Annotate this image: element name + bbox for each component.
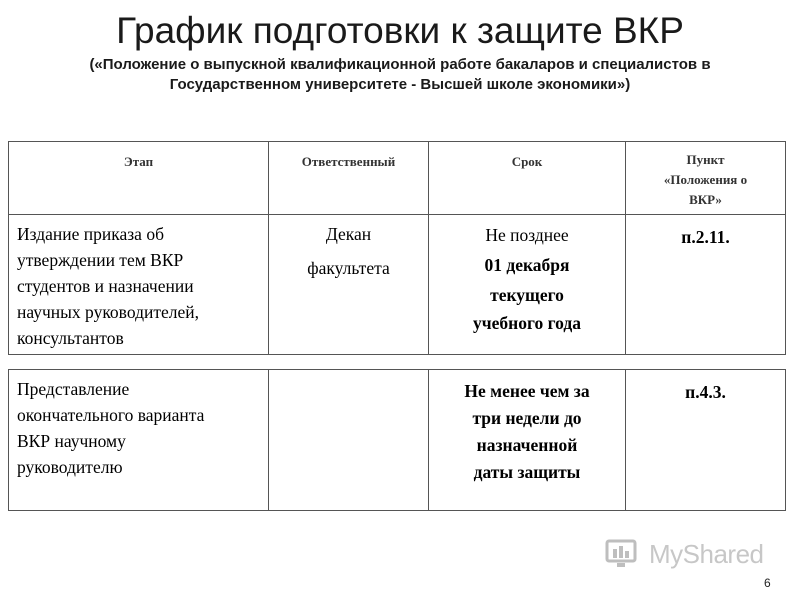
row-2-clause: п.4.3. [626,370,786,511]
page-number: 6 [764,576,771,590]
row-1-responsible: Декан факультета [269,215,429,355]
schedule-table [8,141,786,355]
header-clause: Пункт «Положения о ВКР» [626,142,786,215]
row-2-stage: Представление окончательного варианта ВКР научному руководителю [9,370,269,511]
table-row [9,215,786,355]
schedule-table-continued [8,369,786,511]
row-2-deadline: Не менее чем за три недели до назначенной даты защиты [429,370,626,511]
subtitle-line-1: («Положение о выпускной квалификационной работе бакаларов и специалистов в [89,56,711,73]
row-1-deadline: Не позднее 01 декабря текущего учебного года [429,215,626,355]
header-responsible: Ответственный [269,142,429,215]
myshared-watermark [605,536,765,572]
header-deadline: Срок [429,142,626,215]
row-2-responsible [269,370,429,511]
slide-title: График подготовки к защите ВКР [116,10,684,51]
watermark-text: MyShared [649,538,764,569]
table-header-row [9,142,786,215]
slide-subtitle [40,55,760,95]
row-1-stage: Издание приказа об утверждении тем ВКР студентов и назначении научных руководителей, консультантов [9,215,269,355]
subtitle-line-2: Государственном университете - Высшей школе экономики») [169,76,631,93]
row-1-clause: п.2.11. [626,215,786,355]
table-row [9,370,786,511]
header-stage: Этап [9,142,269,215]
myshared-logo-icon [605,537,641,571]
